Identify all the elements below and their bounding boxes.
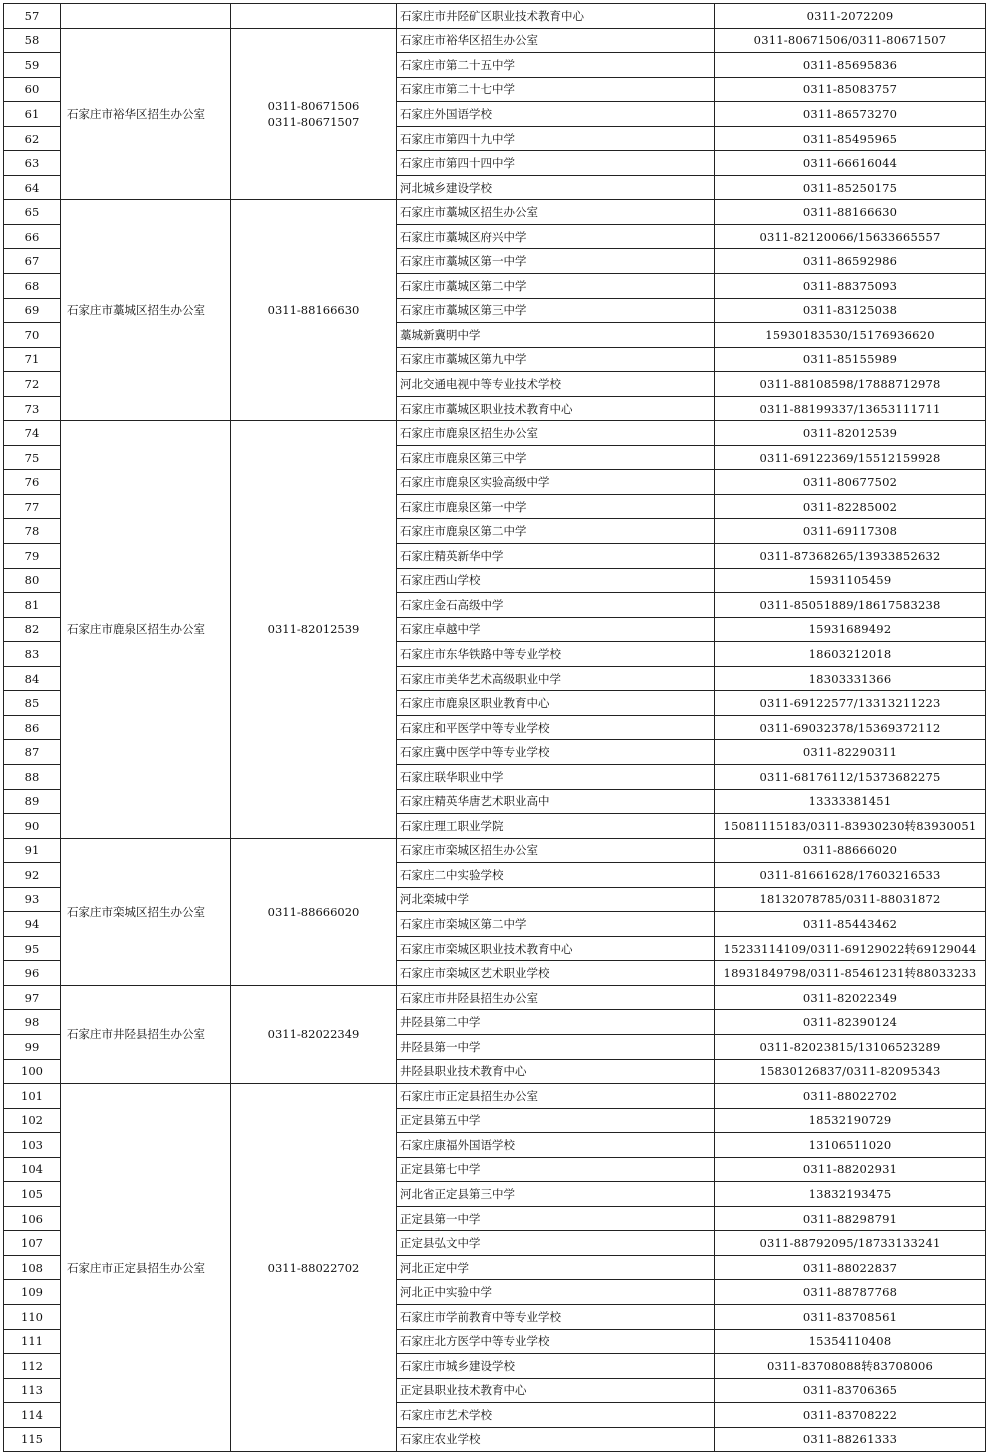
school-name: 石家庄市裕华区招生办公室 [397,28,715,53]
school-phone: 13832193475 [715,1182,986,1207]
school-name: 石家庄康福外国语学校 [397,1133,715,1158]
school-phone: 0311-88298791 [715,1206,986,1231]
school-name: 石家庄市第四十四中学 [397,151,715,176]
school-name: 河北城乡建设学校 [397,175,715,200]
school-name: 石家庄市藁城区第一中学 [397,249,715,274]
school-name: 石家庄卓越中学 [397,617,715,642]
row-number: 65 [4,200,61,225]
school-name: 石家庄市美华艺术高级职业中学 [397,666,715,691]
row-number: 115 [4,1427,61,1452]
school-phone: 0311-68176112/15373682275 [715,764,986,789]
row-number: 66 [4,224,61,249]
district-office-name: 石家庄市裕华区招生办公室 [61,28,231,200]
row-number: 110 [4,1304,61,1329]
school-phone: 0311-88166630 [715,200,986,225]
row-number: 84 [4,666,61,691]
school-phone: 0311-85495965 [715,126,986,151]
row-number: 77 [4,494,61,519]
school-phone: 15081115183/0311-83930230转83930051 [715,814,986,839]
school-name: 河北正中实验中学 [397,1280,715,1305]
school-phone: 0311-88022837 [715,1255,986,1280]
district-office-name: 石家庄市井陉县招生办公室 [61,985,231,1083]
school-phone: 18603212018 [715,642,986,667]
school-name: 石家庄金石高级中学 [397,593,715,618]
table-row [4,838,986,863]
school-phone: 0311-83708561 [715,1304,986,1329]
school-name: 正定县职业技术教育中心 [397,1378,715,1403]
row-number: 90 [4,814,61,839]
school-phone: 0311-88375093 [715,274,986,299]
school-phone: 15233114109/0311-69129022转69129044 [715,936,986,961]
table-row [4,421,986,446]
school-phone: 0311-82012539 [715,421,986,446]
school-phone: 0311-86573270 [715,102,986,127]
row-number: 63 [4,151,61,176]
row-number: 62 [4,126,61,151]
row-number: 79 [4,544,61,569]
school-phone: 0311-83708222 [715,1403,986,1428]
school-name: 河北正定中学 [397,1255,715,1280]
school-phone: 0311-69032378/15369372112 [715,715,986,740]
school-phone: 0311-85155989 [715,347,986,372]
row-number: 70 [4,323,61,348]
school-name: 石家庄市井陉矿区职业技术教育中心 [397,4,715,29]
row-number: 60 [4,77,61,102]
school-phone: 0311-88108598/17888712978 [715,372,986,397]
row-number: 67 [4,249,61,274]
district-office-phone: 0311-82012539 [231,421,397,838]
district-office-phone [231,4,397,29]
school-name: 石家庄精英华唐艺术职业高中 [397,789,715,814]
school-phone: 0311-88022702 [715,1084,986,1109]
district-office-phone: 0311-88666020 [231,838,397,985]
school-name: 河北交通电视中等专业技术学校 [397,372,715,397]
row-number: 58 [4,28,61,53]
school-phone: 0311-69117308 [715,519,986,544]
table-row [4,985,986,1010]
school-name: 石家庄市井陉县招生办公室 [397,985,715,1010]
row-number: 57 [4,4,61,29]
school-name: 藁城新冀明中学 [397,323,715,348]
school-phone: 0311-81661628/17603216533 [715,863,986,888]
school-name: 河北栾城中学 [397,887,715,912]
school-name: 石家庄市藁城区招生办公室 [397,200,715,225]
row-number: 109 [4,1280,61,1305]
school-phone: 0311-82023815/13106523289 [715,1034,986,1059]
school-name: 石家庄市艺术学校 [397,1403,715,1428]
row-number: 108 [4,1255,61,1280]
school-name: 石家庄市鹿泉区第三中学 [397,445,715,470]
school-name: 井陉县第一中学 [397,1034,715,1059]
school-name: 石家庄市藁城区府兴中学 [397,224,715,249]
school-phone: 0311-66616044 [715,151,986,176]
row-number: 94 [4,912,61,937]
row-number: 103 [4,1133,61,1158]
school-name: 井陉县第二中学 [397,1010,715,1035]
school-name: 石家庄外国语学校 [397,102,715,127]
school-phone: 13333381451 [715,789,986,814]
school-name: 石家庄市学前教育中等专业学校 [397,1304,715,1329]
row-number: 102 [4,1108,61,1133]
school-phone: 0311-80671506/0311-80671507 [715,28,986,53]
row-number: 74 [4,421,61,446]
row-number: 83 [4,642,61,667]
school-phone: 15930183530/15176936620 [715,323,986,348]
school-phone: 0311-83708088转83708006 [715,1354,986,1379]
school-phone: 18931849798/0311-85461231转88033233 [715,961,986,986]
school-name: 石家庄农业学校 [397,1427,715,1452]
school-phone: 15830126837/0311-82095343 [715,1059,986,1084]
row-number: 59 [4,53,61,78]
row-number: 111 [4,1329,61,1354]
school-phone: 0311-88787768 [715,1280,986,1305]
school-phone: 0311-85695836 [715,53,986,78]
school-phone: 0311-88199337/13653111711 [715,396,986,421]
table-row [4,4,986,29]
district-office-phone: 0311-88022702 [231,1084,397,1452]
district-office-name: 石家庄市正定县招生办公室 [61,1084,231,1452]
school-phone: 18303331366 [715,666,986,691]
school-phone: 15931689492 [715,617,986,642]
school-phone: 0311-87368265/13933852632 [715,544,986,569]
row-number: 82 [4,617,61,642]
row-number: 93 [4,887,61,912]
school-phone: 0311-2072209 [715,4,986,29]
table-row [4,28,986,53]
school-name: 石家庄市藁城区第二中学 [397,274,715,299]
admissions-contact-table [3,3,986,1452]
school-name: 石家庄联华职业中学 [397,764,715,789]
school-name: 河北省正定县第三中学 [397,1182,715,1207]
school-name: 石家庄市栾城区职业技术教育中心 [397,936,715,961]
school-name: 正定县第五中学 [397,1108,715,1133]
school-phone: 0311-69122369/15512159928 [715,445,986,470]
row-number: 75 [4,445,61,470]
row-number: 68 [4,274,61,299]
row-number: 104 [4,1157,61,1182]
school-phone: 0311-82290311 [715,740,986,765]
school-name: 石家庄市鹿泉区职业教育中心 [397,691,715,716]
school-phone: 0311-85051889/18617583238 [715,593,986,618]
row-number: 80 [4,568,61,593]
school-phone: 18532190729 [715,1108,986,1133]
school-name: 石家庄市城乡建设学校 [397,1354,715,1379]
school-name: 石家庄西山学校 [397,568,715,593]
row-number: 99 [4,1034,61,1059]
school-phone: 0311-82390124 [715,1010,986,1035]
row-number: 72 [4,372,61,397]
table-row [4,1084,986,1109]
row-number: 87 [4,740,61,765]
school-phone: 0311-85443462 [715,912,986,937]
row-number: 76 [4,470,61,495]
row-number: 86 [4,715,61,740]
school-name: 石家庄市栾城区艺术职业学校 [397,961,715,986]
school-phone: 0311-82285002 [715,494,986,519]
school-phone: 13106511020 [715,1133,986,1158]
school-name: 石家庄精英新华中学 [397,544,715,569]
school-phone: 0311-80677502 [715,470,986,495]
row-number: 81 [4,593,61,618]
row-number: 114 [4,1403,61,1428]
school-name: 石家庄市藁城区第三中学 [397,298,715,323]
school-name: 正定县弘文中学 [397,1231,715,1256]
row-number: 71 [4,347,61,372]
row-number: 101 [4,1084,61,1109]
school-name: 石家庄市鹿泉区第一中学 [397,494,715,519]
school-name: 石家庄市栾城区招生办公室 [397,838,715,863]
row-number: 100 [4,1059,61,1084]
school-phone: 18132078785/0311-88031872 [715,887,986,912]
school-phone: 0311-82120066/15633665557 [715,224,986,249]
row-number: 61 [4,102,61,127]
school-name: 正定县第一中学 [397,1206,715,1231]
school-name: 石家庄市鹿泉区实验高级中学 [397,470,715,495]
school-name: 石家庄市第二十七中学 [397,77,715,102]
school-name: 正定县第七中学 [397,1157,715,1182]
school-name: 石家庄冀中医学中等专业学校 [397,740,715,765]
row-number: 107 [4,1231,61,1256]
school-name: 石家庄市鹿泉区招生办公室 [397,421,715,446]
table-row [4,200,986,225]
row-number: 105 [4,1182,61,1207]
row-number: 92 [4,863,61,888]
row-number: 64 [4,175,61,200]
district-office-name: 石家庄市藁城区招生办公室 [61,200,231,421]
school-name: 石家庄二中实验学校 [397,863,715,888]
row-number: 88 [4,764,61,789]
row-number: 112 [4,1354,61,1379]
school-phone: 0311-88792095/18733133241 [715,1231,986,1256]
row-number: 95 [4,936,61,961]
school-name: 石家庄市东华铁路中等专业学校 [397,642,715,667]
school-phone: 0311-85250175 [715,175,986,200]
school-phone: 0311-83125038 [715,298,986,323]
school-name: 石家庄和平医学中等专业学校 [397,715,715,740]
school-name: 石家庄理工职业学院 [397,814,715,839]
school-phone: 0311-69122577/13313211223 [715,691,986,716]
school-name: 石家庄市藁城区第九中学 [397,347,715,372]
school-phone: 15354110408 [715,1329,986,1354]
school-name: 石家庄市鹿泉区第二中学 [397,519,715,544]
row-number: 85 [4,691,61,716]
school-name: 石家庄市第四十九中学 [397,126,715,151]
school-name: 石家庄北方医学中等专业学校 [397,1329,715,1354]
row-number: 91 [4,838,61,863]
school-phone: 0311-83706365 [715,1378,986,1403]
row-number: 96 [4,961,61,986]
district-office-name: 石家庄市鹿泉区招生办公室 [61,421,231,838]
school-phone: 0311-86592986 [715,249,986,274]
school-name: 石家庄市栾城区第二中学 [397,912,715,937]
district-office-phone: 0311-80671506 0311-80671507 [231,28,397,200]
district-office-phone: 0311-88166630 [231,200,397,421]
school-name: 石家庄市藁城区职业技术教育中心 [397,396,715,421]
row-number: 113 [4,1378,61,1403]
school-phone: 0311-85083757 [715,77,986,102]
district-office-phone: 0311-82022349 [231,985,397,1083]
school-name: 井陉县职业技术教育中心 [397,1059,715,1084]
district-office-name [61,4,231,29]
district-office-name: 石家庄市栾城区招生办公室 [61,838,231,985]
row-number: 78 [4,519,61,544]
row-number: 69 [4,298,61,323]
row-number: 97 [4,985,61,1010]
school-name: 石家庄市第二十五中学 [397,53,715,78]
school-name: 石家庄市正定县招生办公室 [397,1084,715,1109]
school-phone: 0311-82022349 [715,985,986,1010]
school-phone: 0311-88666020 [715,838,986,863]
school-phone: 0311-88261333 [715,1427,986,1452]
school-phone: 15931105459 [715,568,986,593]
school-phone: 0311-88202931 [715,1157,986,1182]
row-number: 89 [4,789,61,814]
row-number: 106 [4,1206,61,1231]
row-number: 73 [4,396,61,421]
row-number: 98 [4,1010,61,1035]
